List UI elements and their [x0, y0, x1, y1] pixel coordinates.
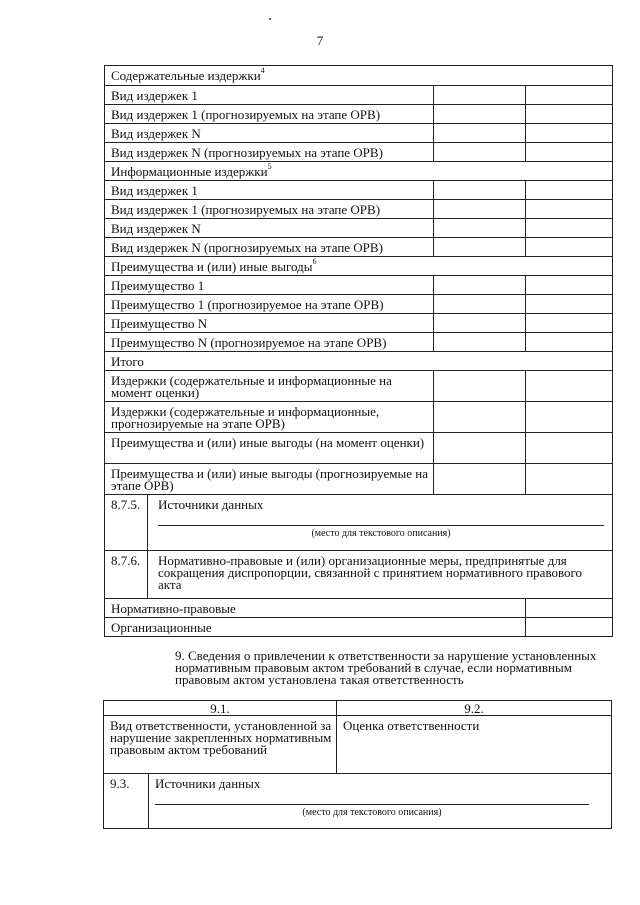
total-row: Преимущества и (или) иные выгоды (на момент оценки): [105, 433, 434, 464]
content-row: Вид издержек 1 (прогнозируемых на этапе ОРВ): [105, 105, 434, 124]
info-row: Вид издержек N: [105, 219, 434, 238]
section-875-number: 8.7.5.: [105, 495, 148, 550]
total-row: Издержки (содержательные и информационные на момент оценки): [105, 371, 434, 402]
col-91-number: 9.1.: [104, 701, 337, 716]
section-93-title: Источники данных: [155, 776, 261, 791]
col-92-number: 9.2.: [337, 701, 612, 716]
section-93-number: 9.3.: [104, 774, 149, 828]
section-875-hint: (место для текстового описания): [311, 528, 451, 539]
page-number: 7: [316, 33, 324, 48]
liability-type-cell: Вид ответственности, установленной за нарушение закрепленных нормативным правовым актом требований: [104, 716, 337, 774]
content-costs-header: Содержательные издержки$^4$: [105, 66, 613, 86]
section-93: [104, 774, 612, 829]
info-row: Вид издержек N (прогнозируемых на этапе ОРВ): [105, 238, 434, 257]
scan-speck: [269, 18, 271, 20]
total-header: Итого: [105, 352, 613, 371]
content-row: Вид издержек N: [105, 124, 434, 143]
benefits-header: Преимущества и (или) иные выгоды$^6$: [105, 257, 613, 276]
section-876: [105, 551, 613, 599]
section-9-heading: 9. Сведения о привлечении к ответственности за нарушение установленных нормативным правовым актом требований в случае, если нормативным правовым актом установлена такая ответственность: [175, 648, 597, 687]
section-876-number: 8.7.6.: [105, 551, 148, 598]
costs-benefits-table: [104, 65, 613, 637]
liability-table: [103, 700, 612, 829]
measure-row: Нормативно-правовые: [105, 599, 526, 618]
liability-assessment-cell: Оценка ответственности: [337, 716, 612, 774]
section-875-title: Источники данных: [158, 497, 264, 512]
total-row: Преимущества и (или) иные выгоды (прогнозируемые на этапе ОРВ): [105, 464, 434, 495]
info-row: Вид издержек 1: [105, 181, 434, 200]
measure-row: Организационные: [105, 618, 526, 637]
benefit-row: Преимущество N (прогнозируемое на этапе ОРВ): [105, 333, 434, 352]
benefit-row: Преимущество 1 (прогнозируемое на этапе ОРВ): [105, 295, 434, 314]
section-876-title: Нормативно-правовые и (или) организационные меры, предпринятые для сокращения диспропорции, связанной с принятием нормативного правового акта: [158, 553, 583, 592]
section-93-hint: (место для текстового описания): [302, 807, 442, 818]
total-row: Издержки (содержательные и информационные, прогнозируемые на этапе ОРВ): [105, 402, 434, 433]
benefit-row: Преимущество N: [105, 314, 434, 333]
info-row: Вид издержек 1 (прогнозируемых на этапе ОРВ): [105, 200, 434, 219]
info-costs-header: Информационные издержки$^5$: [105, 162, 613, 181]
section-875: [105, 495, 613, 551]
benefit-row: Преимущество 1: [105, 276, 434, 295]
content-row: Вид издержек N (прогнозируемых на этапе ОРВ): [105, 143, 434, 162]
content-row: Вид издержек 1: [105, 86, 434, 105]
